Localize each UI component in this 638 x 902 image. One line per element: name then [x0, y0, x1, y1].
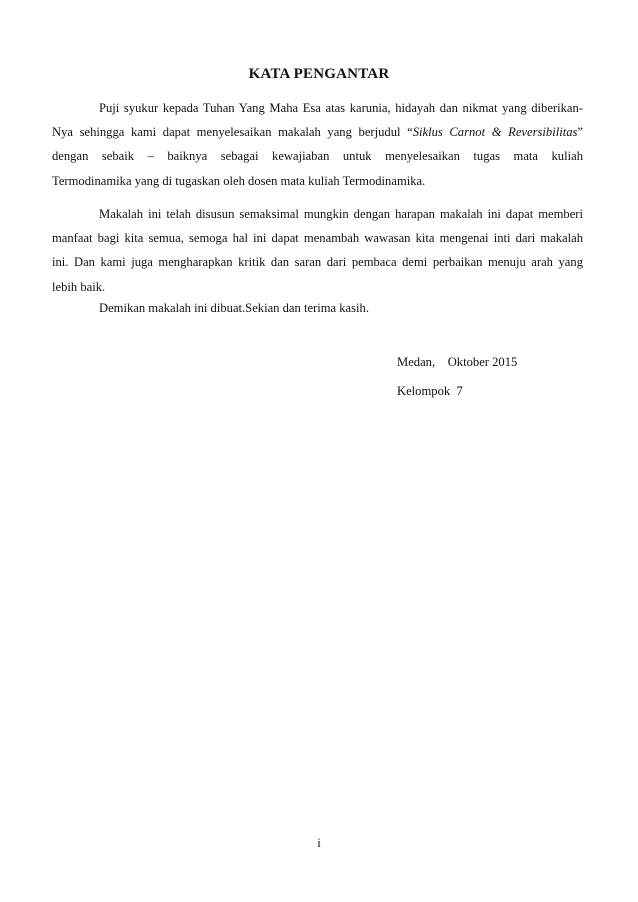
paragraph-line: Makalah ini telah disusun semaksimal mungkin dengan harapan makalah ini dapat memberi [99, 207, 583, 221]
paragraph-line: Demikan makalah ini dibuat.Sekian dan terima kasih. [99, 301, 369, 315]
line-text: Nya sehingga kami dapat menyelesaikan makalah yang berjudul “ [52, 125, 413, 140]
signature-place-date-text: Medan, Oktober 2015 [397, 355, 518, 369]
page-title: KATA PENGANTAR [248, 66, 390, 82]
paragraph-line: dengan sebaik – baiknya sebagai kewajiaban untuk menyelesaikan tugas mata kuliah [52, 149, 583, 164]
signature-group-text: Kelompok 7 [397, 384, 463, 398]
paragraph-line: Puji syukur kepada Tuhan Yang Maha Esa atas karunia, hidayah dan nikmat yang diberikan- [99, 101, 583, 115]
paragraph-line: ini. Dan kami juga mengharapkan kritik dan saran dari pembaca demi perbaikan menuju arah yang [52, 255, 583, 270]
signature-group [397, 384, 463, 399]
paragraph-closing [52, 296, 583, 320]
paragraph-line [52, 120, 583, 144]
page-number: i [317, 836, 321, 850]
paragraph-line: Termodinamika yang di tugaskan oleh dosen mata kuliah Termodinamika. [52, 173, 426, 188]
paragraph-line: manfaat bagi kita semua, semoga hal ini dapat menambah wawasan kita mengenai inti dari makalah [52, 231, 583, 246]
line-text: ” [577, 125, 583, 140]
paragraph-intro [52, 96, 583, 193]
signature-place-date [397, 355, 517, 370]
paragraph-purpose [52, 202, 583, 299]
makalah-title-italic: Siklus Carnot & Reversibilitas [412, 125, 578, 140]
paragraph-line: lebih baik. [52, 279, 106, 294]
